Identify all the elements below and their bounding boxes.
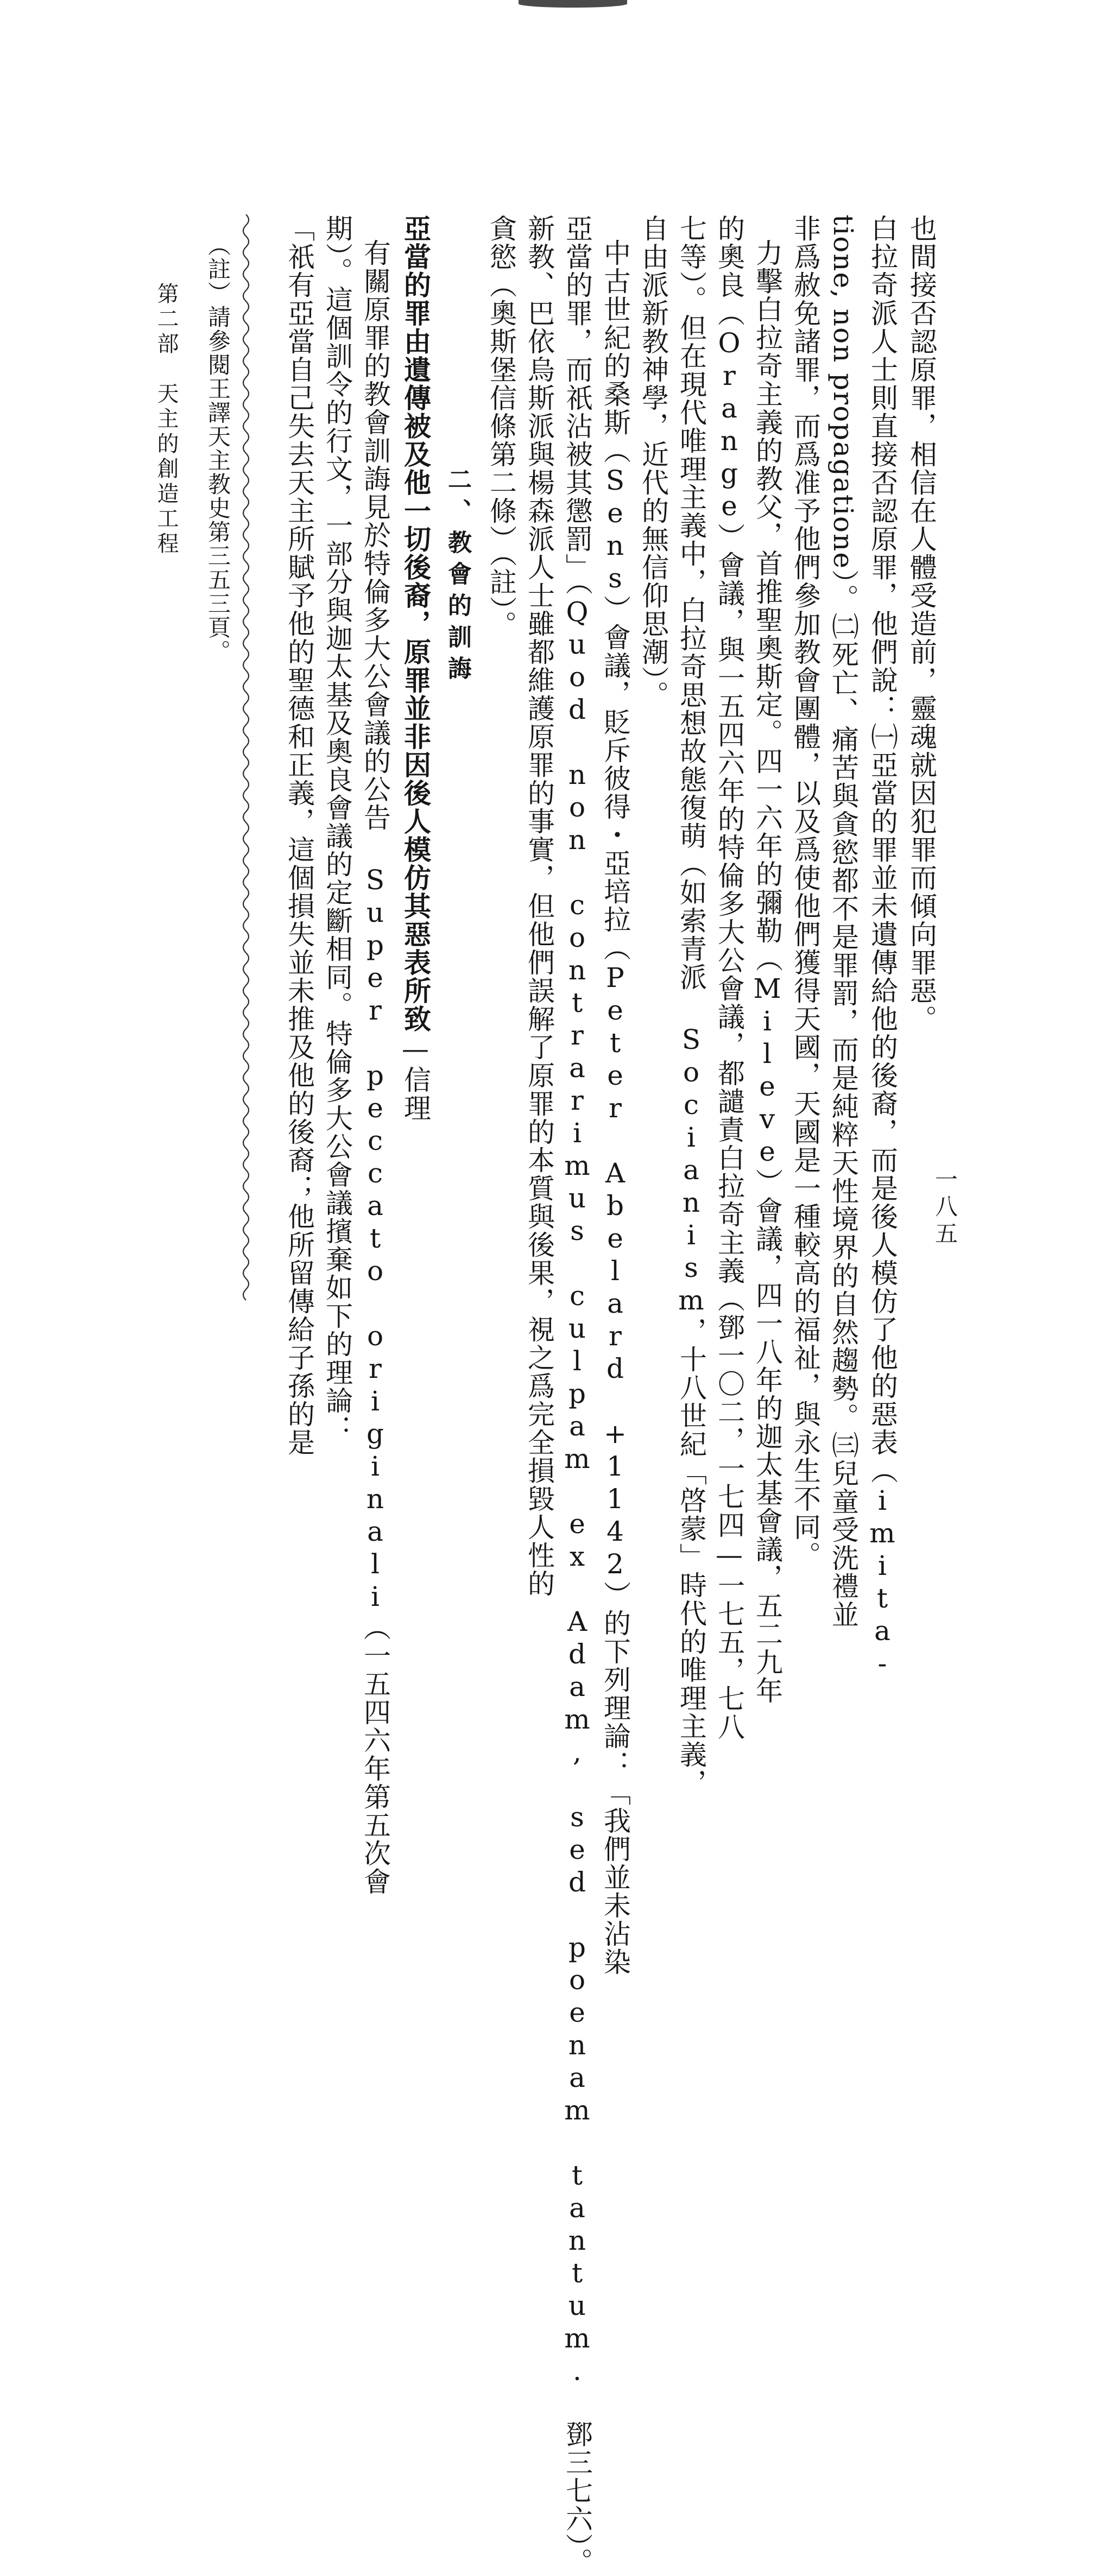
- body-line-10: 亞當的罪，而祇沾被其懲罰」（Quod non contrarimus culpam ex Adam, sed poenam tantum. 鄧三七六）。: [561, 214, 593, 2576]
- body-line-6: 的奧良（Orange）會議，與一五四六年的特倫多大公會議，都譴責白拉奇主義（鄧一〇二，一七四—一七五，七八: [713, 214, 745, 1741]
- body-line-3: tione, non propagatione）。㈡死亡、痛苦與貪慾都不是罪罰，而是純粹天性境界的自然趨勢。㈢兒童受洗禮並: [827, 214, 859, 1629]
- thesis-tag: —信理: [400, 1033, 431, 1122]
- body-line-7: 七等）。但在現代唯理主義中，白拉奇思想故態復萌（如索青派 Socianism，十八世紀「啓蒙」時代的唯理主義，: [675, 214, 707, 1797]
- section-heading: 二、教會的訓誨: [444, 467, 471, 687]
- footnote-separator: [238, 214, 254, 1306]
- body-line-1: 也間接否認原罪，相信在人體受造前，靈魂就因犯罪而傾向罪惡。: [906, 214, 937, 1033]
- body-line-8: 自由派新教神學，近代的無信仰思潮）。: [637, 214, 669, 709]
- running-footer: 第二部 天主的創造工程: [154, 282, 179, 557]
- footnote: （註）請參閱王譯天主教史第三五三頁。: [205, 233, 231, 663]
- body-line-15: 「祇有亞當自己失去天主所賦予他的聖德和正義，這個損失並未推及他的後裔；他所留傳給子孫的是: [283, 214, 315, 1457]
- thesis-line: [400, 214, 432, 1122]
- thesis-bold: 亞當的罪由遺傳被及他一切後裔，原罪並非因後人模仿其惡表所致: [400, 214, 432, 1033]
- page-number: 一八五: [932, 1167, 958, 1249]
- body-line-9: 中古世紀的桑斯（Sens）會議，貶斥彼得・亞培拉（Peter Abelard +1142）的下列理論：「我們並未沾染: [599, 239, 631, 1976]
- body-line-12: 貪慾（奧斯堡信條第二條）（註）。: [485, 214, 517, 639]
- body-line-14: 期）。這個訓令的行文，一部分與迦太基及奧良會議的定斷相同。特倫多大公會議擯棄如下的理論：: [321, 214, 353, 1443]
- scan-smudge: [519, 0, 627, 8]
- body-line-4: 非爲赦免諸罪，而爲准予他們參加教會團體，以及爲使他們獲得天國，天國是一種較高的福祉，與永生不同。: [789, 214, 821, 1569]
- body-line-2: 白拉奇派人士則直接否認原罪，他們說：㈠亞當的罪並未遺傳給他的後裔，而是後人模仿了他的惡表（imita-: [867, 214, 898, 1680]
- body-line-11: 新教、巴依烏斯派與楊森派人士雖都維護原罪的事實，但他們誤解了原罪的本質與後果，視之爲完全損毀人性的: [523, 214, 555, 1598]
- body-line-13: 有關原罪的教會訓誨見於特倫多大公會議的公告 Super peccato originali（一五四六年第五次會: [359, 239, 391, 1896]
- body-line-5: 力擊白拉奇主義的教父，首推聖奧斯定。四一六年的彌勒（Mileve）會議，四一八年的迦太基會議，五二九年: [751, 239, 783, 1705]
